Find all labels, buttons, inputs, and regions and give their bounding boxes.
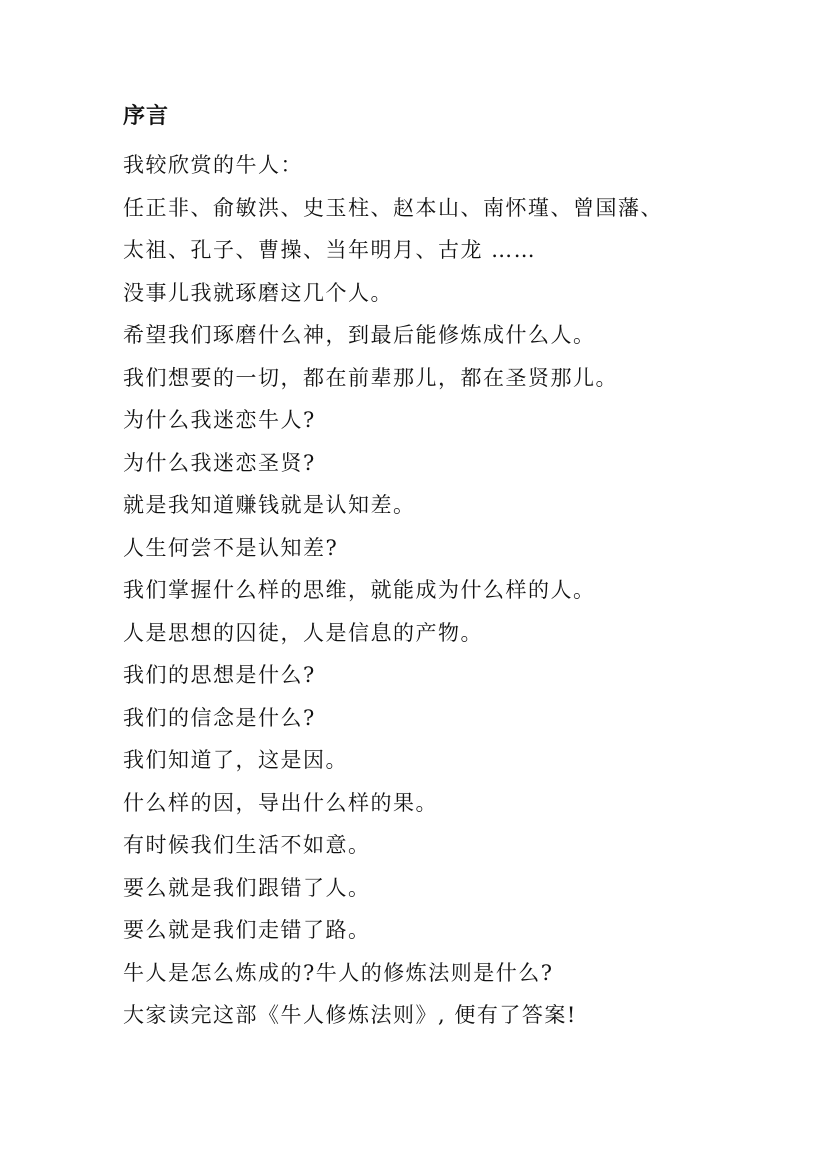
paragraph-line: 太祖、孔子、曹操、当年明月、古龙 …… — [123, 238, 537, 262]
paragraph-line: 要么就是我们跟错了人。 — [123, 875, 371, 900]
paragraph-line: 我们知道了，这是因。 — [123, 748, 348, 772]
body-text — [123, 144, 783, 1037]
paragraph-line: 人是思想的囚徒，人是信息的产物。 — [123, 620, 483, 645]
paragraph-line: 我较欣赏的牛人： — [123, 153, 303, 177]
paragraph-line: 牛人是怎么炼成的?牛人的修炼法则是什么? — [123, 960, 554, 985]
paragraph-line: 就是我知道赚钱就是认知差。 — [123, 493, 416, 517]
page-title: 序言 — [123, 104, 170, 129]
paragraph-line: 为什么我迷恋圣贤? — [123, 450, 316, 475]
paragraph-line: 我们的信念是什么? — [123, 705, 316, 730]
paragraph-line: 要么就是我们走错了路。 — [123, 918, 371, 942]
paragraph-line: 我们的思想是什么? — [123, 663, 316, 687]
paragraph-line: 我们想要的一切，都在前辈那儿，都在圣贤那儿。 — [123, 365, 618, 390]
paragraph-line: 任正非、俞敏洪、史玉柱、赵本山、南怀瑾、曾国藩、 — [123, 195, 663, 220]
paragraph-line: 大家读完这部《牛人修炼法则》, 便有了答案! — [123, 1003, 577, 1027]
paragraph-line: 什么样的因，导出什么样的果。 — [123, 790, 438, 815]
paragraph-line: 有时候我们生活不如意。 — [123, 833, 371, 857]
paragraph-line: 我们掌握什么样的思维，就能成为什么样的人。 — [123, 578, 596, 602]
paragraph-line: 希望我们琢磨什么神，到最后能修炼成什么人。 — [123, 323, 596, 347]
paragraph-line: 为什么我迷恋牛人? — [123, 408, 316, 432]
paragraph-line: 人生何尝不是认知差? — [123, 535, 339, 560]
paragraph-line: 没事儿我就琢磨这几个人。 — [123, 280, 393, 305]
